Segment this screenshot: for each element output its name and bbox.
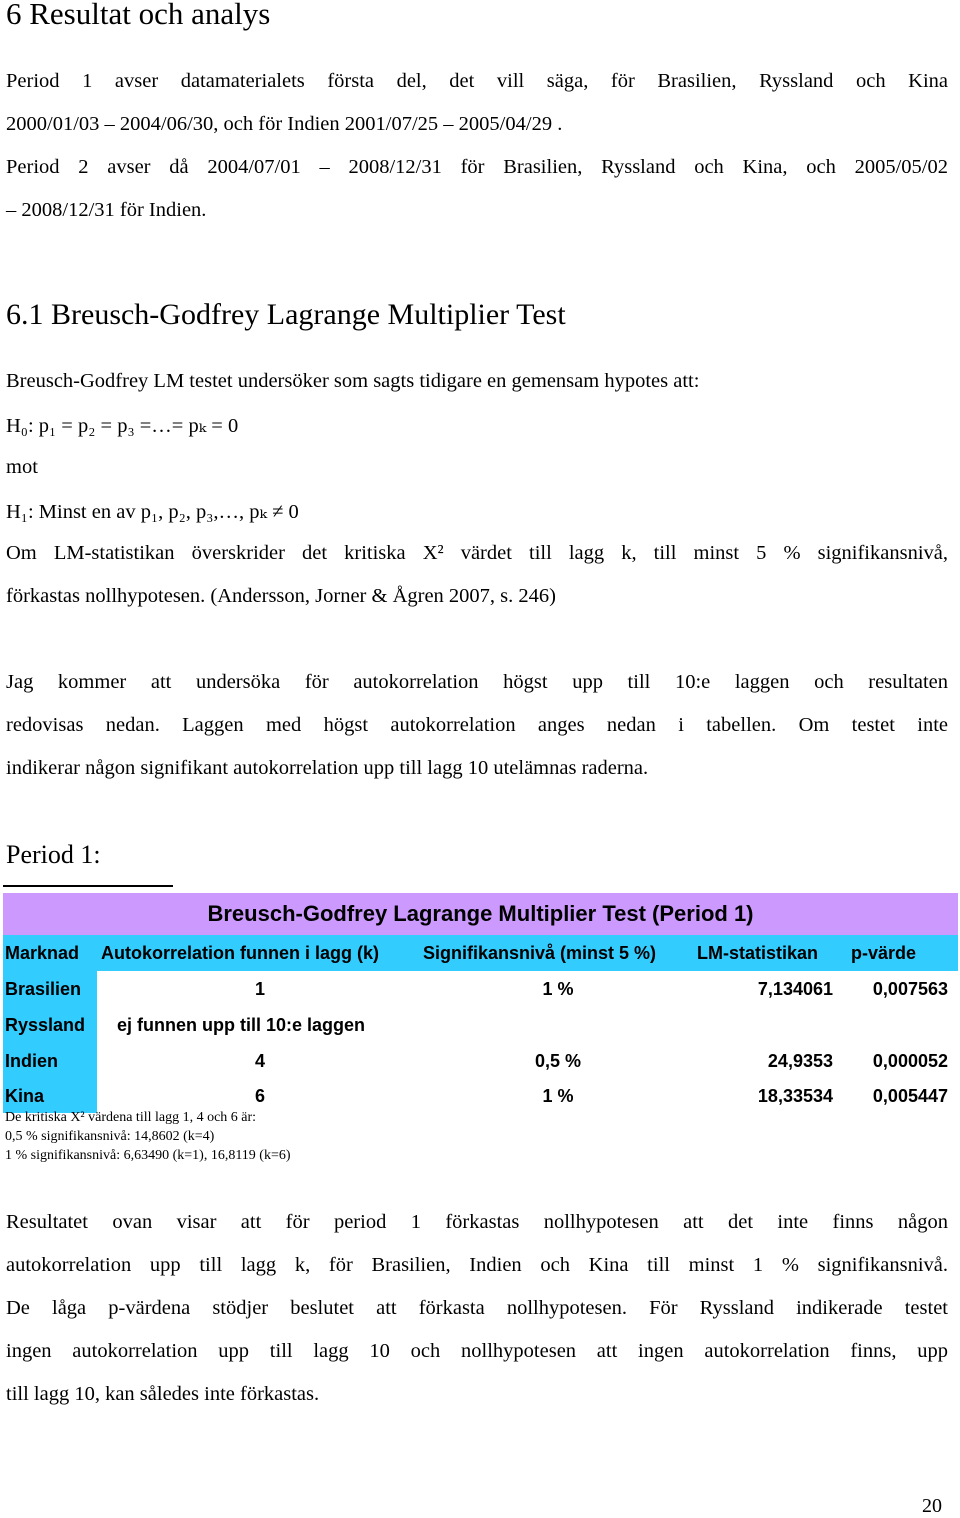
intro-line-3: Period 2 avser då 2004/07/01 – 2008/12/31 för Brasilien, Ryssland och Kina, och 2005/05/02 — [6, 156, 948, 178]
table-row — [3, 1007, 958, 1043]
statistic-line-2: förkastas nollhypotesen. (Andersson, Jorner & Ågren 2007, s. 246) — [6, 585, 556, 607]
conclusion-line-3: De låga p-värdena stödjer beslutet att förkasta nollhypotesen. För Ryssland indikerade testet — [6, 1297, 948, 1319]
period-underline — [3, 885, 173, 887]
row-significance: 1 % — [542, 978, 574, 999]
null-hypothesis: H₀: p₁ = p₂ = p₃ =…= pₖ = 0 — [6, 415, 239, 437]
row-market: Indien — [3, 1043, 97, 1079]
plan-line-1: Jag kommer att undersöka för autokorrelation högst upp till 10:e laggen och resultaten — [6, 671, 948, 693]
row-lag: ej funnen upp till 10:e laggen — [117, 1014, 366, 1035]
plan-line-2: redovisas nedan. Laggen med högst autokorrelation anges nedan i tabellen. Om testet inte — [6, 714, 948, 736]
header-significance: Signifikansnivå (minst 5 %) — [423, 942, 657, 963]
plan-line-3: indikerar någon signifikant autokorrelation upp till lagg 10 utelämnas raderna. — [6, 757, 649, 779]
note-line-3: 1 % signifikansnivå: 6,63490 (k=1), 16,8119 (k=6) — [5, 1148, 291, 1163]
row-p-value: 0,005447 — [872, 1085, 948, 1106]
intro-line-2: 2000/01/03 – 2004/06/30, och för Indien 2001/07/25 – 2005/04/29 . — [6, 113, 563, 135]
section-line-1: Breusch-Godfrey LM testet undersöker som sagts tidigare en gemensam hypotes att: — [6, 370, 700, 392]
row-significance: 1 % — [542, 1085, 574, 1106]
conclusion-line-4: ingen autokorrelation upp till lagg 10 och nollhypotesen att ingen autokorrelation finns, upp — [6, 1340, 948, 1362]
header-p-value: p-värde — [851, 942, 917, 963]
table-row — [3, 971, 958, 1007]
conclusion-line-5: till lagg 10, kan således inte förkastas. — [6, 1383, 320, 1405]
intro-line-4: – 2008/12/31 för Indien. — [6, 199, 207, 221]
alt-hypothesis: H₁: Minst en av p₁, p₂, p₃,…, pₖ ≠ 0 — [6, 501, 299, 523]
row-lm-statistic: 7,134061 — [757, 978, 833, 999]
row-significance: 0,5 % — [534, 1050, 582, 1071]
intro-line-1: Period 1 avser datamaterialets första del, det vill säga, för Brasilien, Ryssland och Kina — [6, 70, 948, 92]
conclusion-line-2: autokorrelation upp till lagg k, för Brasilien, Indien och Kina till minst 1 % signifikansnivå. — [6, 1254, 948, 1276]
header-lm-statistic: LM-statistikan — [697, 942, 819, 963]
row-lag: 1 — [254, 978, 265, 999]
section-title: 6.1 Breusch-Godfrey Lagrange Multiplier Test — [6, 298, 566, 331]
row-market: Ryssland — [3, 1007, 97, 1043]
page-number: 20 — [922, 1495, 942, 1517]
row-p-value: 0,000052 — [872, 1050, 948, 1071]
mot-label: mot — [6, 456, 38, 478]
conclusion-line-1: Resultatet ovan visar att för period 1 förkastas nollhypotesen att det inte finns någon — [6, 1211, 948, 1233]
results-table — [3, 893, 958, 1113]
row-lag: 4 — [254, 1050, 265, 1071]
row-lm-statistic: 24,9353 — [767, 1050, 833, 1071]
row-market: Brasilien — [3, 971, 97, 1007]
note-line-2: 0,5 % signifikansnivå: 14,8602 (k=4) — [5, 1129, 215, 1144]
statistic-line-1: Om LM-statistikan överskrider det kritiska X² värdet till lagg k, till minst 5 % signifikansnivå, — [6, 542, 948, 564]
header-market: Marknad — [5, 942, 80, 963]
row-lag: 6 — [254, 1085, 265, 1106]
row-market: Kina — [3, 1079, 97, 1113]
period-label: Period 1: — [6, 840, 101, 869]
note-line-1: De kritiska X² värdena till lagg 1, 4 och 6 är: — [5, 1110, 257, 1125]
table-title: Breusch-Godfrey Lagrange Multiplier Test (Period 1) — [3, 893, 958, 935]
table-row — [3, 1043, 958, 1079]
row-p-value: 0,007563 — [872, 978, 948, 999]
table-row — [3, 1079, 958, 1113]
row-lm-statistic: 18,33534 — [757, 1085, 833, 1106]
header-lag: Autokorrelation funnen i lagg (k) — [101, 942, 379, 963]
table-header-row — [3, 935, 958, 971]
page-heading: 6 Resultat och analys — [6, 0, 271, 31]
